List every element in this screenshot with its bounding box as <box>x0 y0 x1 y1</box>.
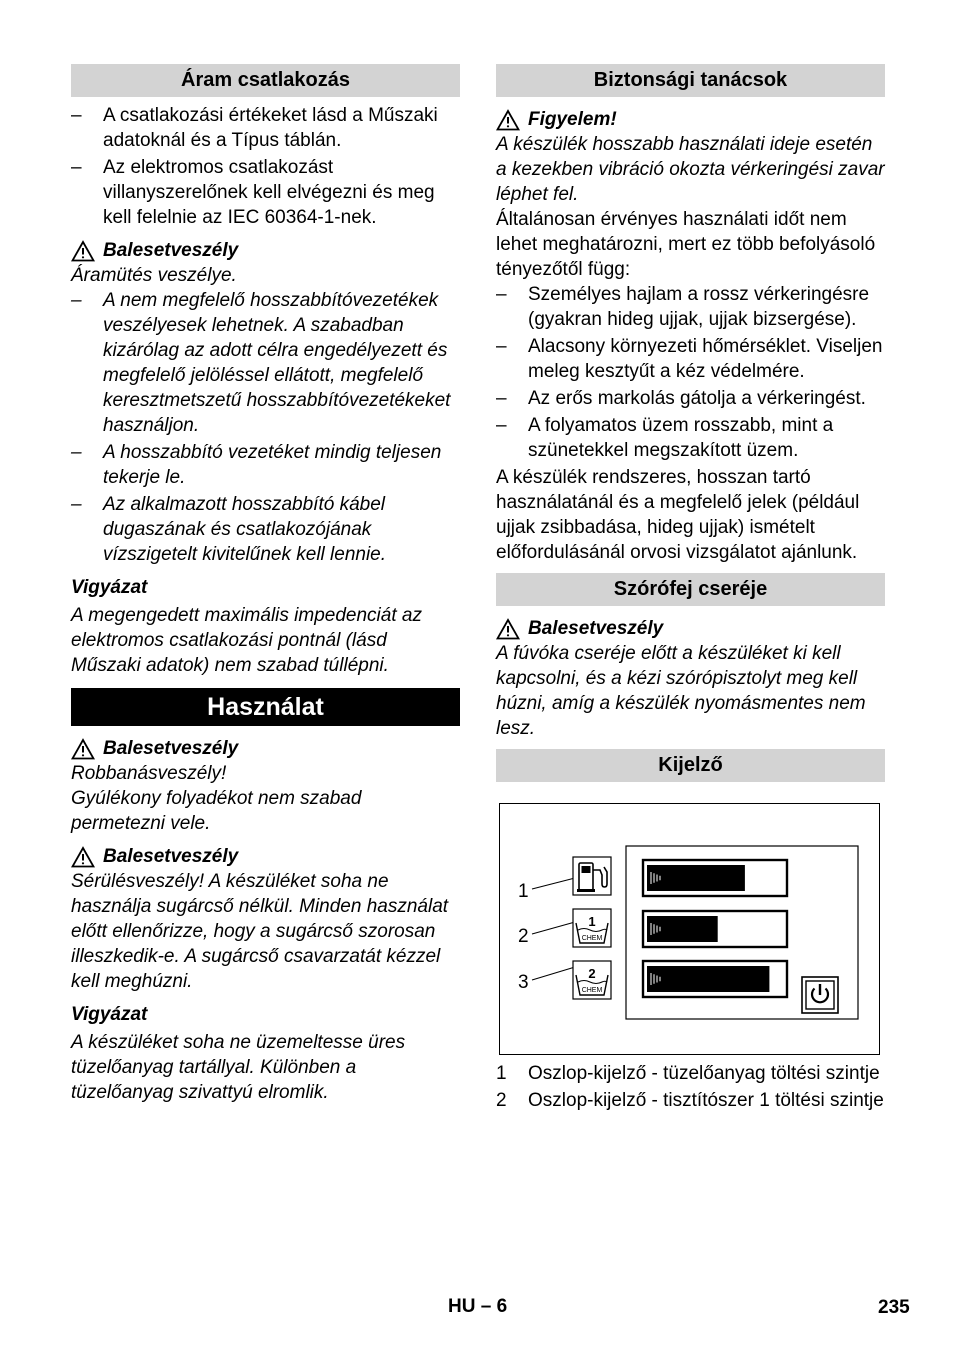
list-item: – Alacsony környezeti hőmérséklet. Viseljen meleg kesztyűt a kéz védelmére. <box>496 336 883 382</box>
callout-1: 1 <box>518 881 529 902</box>
warning-figyelem <box>496 107 885 132</box>
footer-page-number: 235 <box>878 1297 910 1318</box>
section-heading-biztonsagi: Biztonsági tanácsok <box>496 64 885 97</box>
warning-balesetveszely-2 <box>71 736 460 761</box>
list-item: – A nem megfelelő hosszabbítóvezetékek veszélyesek lehetnek. A szabadban kizárólag az adott célra engedélyezett és megfelelő jelöléssel ellátott, megfelelő keresztmetszetű hosszabbítóvezetékeket használjon. <box>71 290 451 436</box>
caution-text: A készüléket soha ne üzemeltesse üres tüzelőanyag tartállyal. Különben a tüzelőanyag szivattyú elromlik. <box>71 1032 406 1103</box>
list-item: – Az alkalmazott hosszabbító kábel dugaszának és csatlakozójának vízszigetelt kivitelűnek kell lennie. <box>71 494 387 565</box>
list-item: – Az elektromos csatlakozást villanyszerelőnek kell elvégezni és meg kell felelnie az IEC 60364-1-nek. <box>71 157 435 228</box>
right-column <box>496 64 885 1115</box>
warning-text: Gyúlékony folyadékot nem szabad permetezni vele. <box>71 788 362 834</box>
warning-triangle-icon <box>71 738 95 760</box>
list-item: – Személyes hajlam a rossz vérkeringésre (gyakran hideg ujjak, ujjak bizsergése). <box>496 284 870 330</box>
bar-gauges <box>643 860 787 997</box>
caution-text: A megengedett maximális impedenciát az elektromos csatlakozási pontnál (lásd Műszaki adatok) nem szabad túllépni. <box>71 605 422 676</box>
warning-list <box>71 288 460 567</box>
list-item: – A hosszabbító vezetéket mindig teljesen tekerje le. <box>71 442 442 488</box>
legend-item: 1 Oszlop-kijelző - tüzelőanyag töltési szintje <box>496 1063 880 1084</box>
warning-text: Áramütés veszélye. <box>71 265 237 286</box>
list-item: – A folyamatos üzem rosszabb, mint a szünetekkel megszakított üzem. <box>496 415 834 461</box>
bar-gauge-fill-2 <box>647 916 718 942</box>
footer-language-page: HU – 6 <box>448 1296 508 1317</box>
left-column <box>71 64 460 1105</box>
section-heading-szorofej: Szórófej cseréje <box>496 573 885 606</box>
legend-item: 2 Oszlop-kijelző - tisztítószer 1 töltési szintje <box>496 1090 884 1111</box>
aram-list <box>71 103 460 230</box>
display-diagram-svg <box>500 804 879 1054</box>
legend-list <box>496 1061 885 1113</box>
chem-2-number: 2 <box>588 966 596 981</box>
caution-label: Vigyázat <box>71 1004 148 1025</box>
leader-line-1 <box>532 878 575 889</box>
chem-1-icon <box>573 909 611 947</box>
warning-triangle-icon <box>71 240 95 262</box>
warning-label: Figyelem! <box>528 109 617 130</box>
list-item: – A csatlakozási értékeket lásd a Műszaki adatoknál és a Típus táblán. <box>71 105 438 151</box>
warning-triangle-icon <box>71 846 95 868</box>
chem-2-label: CHEM <box>581 987 603 994</box>
caution-label: Vigyázat <box>71 577 148 598</box>
factors-list <box>496 282 885 463</box>
warning-text: A fúvóka cseréje előtt a készüléket ki kell kapcsolni, és a kézi szórópisztolyt meg kell húzni, amíg a készülék nyomásmentes nem lesz. <box>496 643 866 739</box>
warning-label: Balesetveszély <box>103 738 239 759</box>
warning-triangle-icon <box>496 618 520 640</box>
paragraph: Általánosan érvényes használati időt nem lehet meghatározni, mert ez több befolyásoló tényezőtől függ: <box>496 209 876 280</box>
warning-label: Balesetveszély <box>103 240 239 261</box>
warning-text: Robbanásveszély! <box>71 763 227 784</box>
warning-balesetveszely-r <box>496 616 885 641</box>
warning-label: Balesetveszély <box>103 846 239 867</box>
display-diagram <box>499 803 880 1055</box>
leader-line-3 <box>532 967 575 980</box>
leader-line-2 <box>532 922 575 934</box>
section-heading-aram: Áram csatlakozás <box>71 64 460 97</box>
warning-balesetveszely-3 <box>71 844 460 869</box>
chem-1-label: CHEM <box>581 935 603 942</box>
callout-2: 2 <box>518 926 529 947</box>
bar-gauge-fill-1 <box>647 865 745 891</box>
callout-3: 3 <box>518 972 529 993</box>
warning-balesetveszely-1 <box>71 238 460 263</box>
chem-1-number: 1 <box>588 914 596 929</box>
warning-text: A készülék hosszabb használati ideje esetén a kezekben vibráció okozta vérkeringési zavar léphet fel. <box>496 134 885 205</box>
warning-triangle-icon <box>496 109 520 131</box>
bar-gauge-fill-3 <box>647 966 769 992</box>
warning-label: Balesetveszély <box>528 618 664 639</box>
chem-2-icon <box>573 961 611 999</box>
fuel-pump-icon <box>573 857 611 895</box>
section-heading-kijelzo: Kijelző <box>496 749 885 782</box>
power-icon <box>802 977 838 1013</box>
chapter-heading-hasznalat: Használat <box>71 688 460 726</box>
warning-text: Sérülésveszély! A készüléket soha ne használja sugárcső nélkül. Minden használat előtt ellenőrizze, hogy a sugárcső szorosan illeszkedik-e. A sugárcső csavarzatát kézzel kell meghúzni. <box>71 871 449 992</box>
list-item: – Az erős markolás gátolja a vérkeringést. <box>496 388 866 409</box>
paragraph: A készülék rendszeres, hosszan tartó használatánál és a megfelelő jelek (például ujjak zsibbadása, hideg ujjak) ismételt előfordulásánál orvosi vizsgálatot ajánlunk. <box>496 467 860 563</box>
